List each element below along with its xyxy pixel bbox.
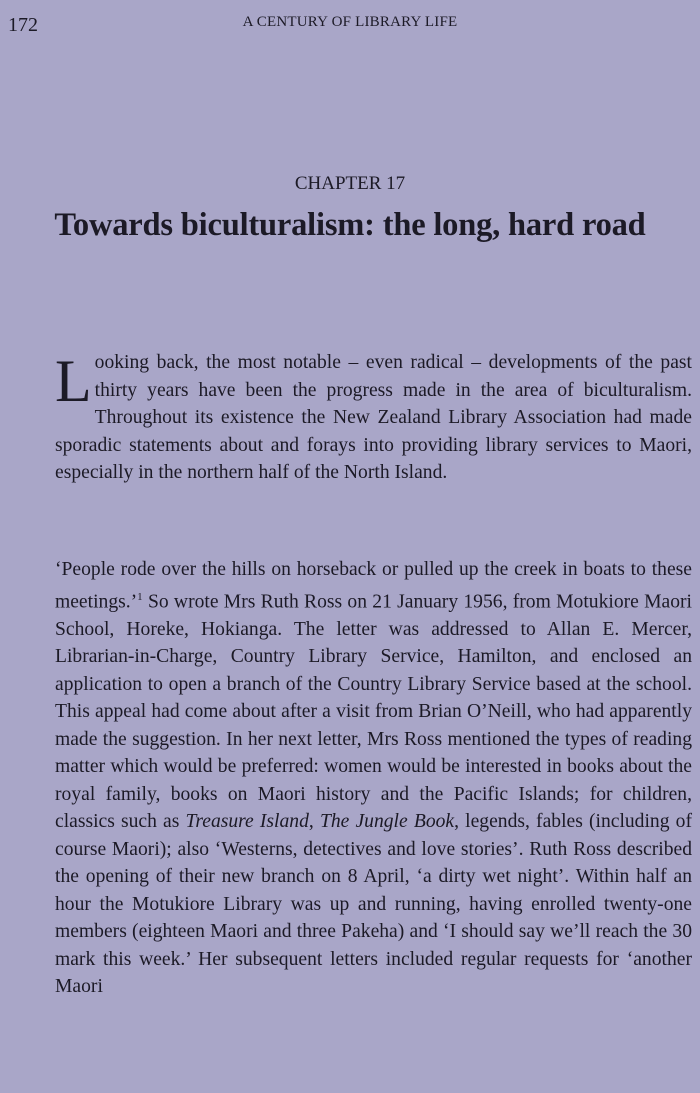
paragraph-body-text-1: ‘People rode over the hills on horseback or pulled up the creek in boats to these meetings.’ <box>55 559 692 613</box>
paragraph-intro <box>55 349 692 487</box>
book-title-jungle-book: The Jungle Book <box>319 811 455 833</box>
book-title-treasure-island: Treasure Island <box>185 811 309 833</box>
running-head: A CENTURY OF LIBRARY LIFE <box>242 14 458 30</box>
paragraph-body-text-2: So wrote Mrs Ruth Ross on 21 January 1956, from Motukiore Maori School, Horeke, Hokianga. The letter was addressed to Allan E. Mercer, Librarian-in-Charge, Country Library Service, Hamilton, and enclosed an application to open a branch of the Country Library Service based at the school. This appeal had come about after a visit from Brian O’Neill, who had apparently made the suggestion. In her next letter, Mrs Ross mentioned the types of reading matter which would be preferred: women would be interested in books about the royal family, books on Maori history and the Pacific Islands; for children, classics such as <box>55 591 692 833</box>
drop-cap: L <box>55 348 92 414</box>
paragraph-body-text-3: , legends, fables (including of course Maori); also ‘Westerns, detectives and love stories’. Ruth Ross described the opening of their new branch on 8 April, ‘a dirty wet night’. Within half an hour the Motukiore Library was up and running, having enrolled twenty-one members (eighteen Maori and three Pakeha) and ‘I should say we’ll reach the 30 mark this week.’ Her subsequent letters included regular requests for ‘another Maori <box>55 811 692 998</box>
footnote-marker: 1 <box>137 590 143 603</box>
paragraph-body <box>55 556 692 1001</box>
page-number: 172 <box>8 14 38 36</box>
chapter-label: CHAPTER 17 <box>294 173 406 194</box>
paragraph-intro-text: ooking back, the most notable – even radical – developments of the past thirty years have been the progress made in the area of biculturalism. Throughout its existence the New Zealand Library Association had made sporadic statements about and forays into providing library services to Maori, especially in the northern half of the North Island. <box>55 352 692 483</box>
chapter-title: Towards biculturalism: the long, hard road <box>54 207 646 243</box>
title-separator: , <box>308 811 320 833</box>
